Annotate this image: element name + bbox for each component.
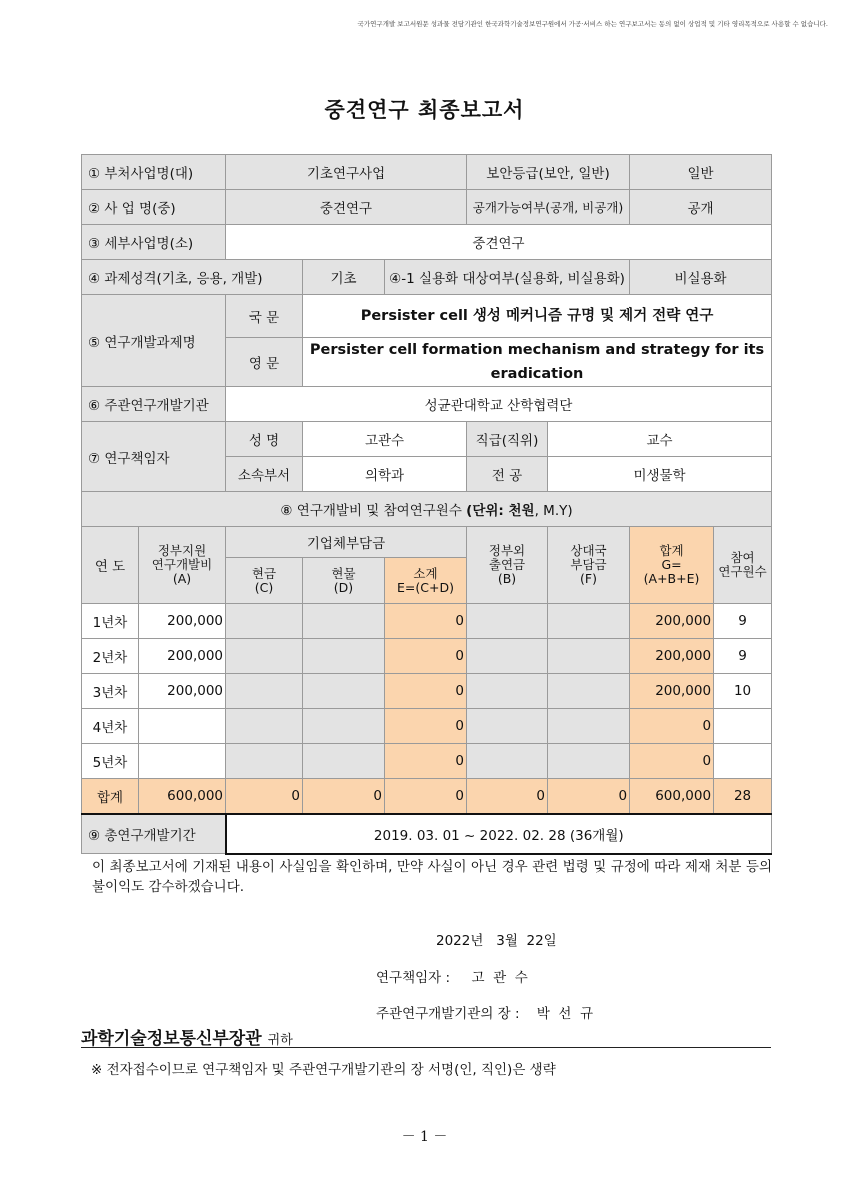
budget-section-header (82, 492, 772, 527)
col-company: 기업체부담금 (226, 527, 467, 558)
subprogram-value: 중견연구 (226, 225, 772, 260)
head-signature-line: 주관연구개발기관의 장 : 박 선 규 (376, 1006, 593, 1022)
nongov-cell (467, 639, 548, 674)
table-row (82, 744, 772, 779)
disclosure-value: 공개 (630, 190, 772, 225)
divider (81, 1047, 771, 1048)
sum-partner-cell: 0 (548, 779, 630, 815)
name-label: 성 명 (226, 422, 303, 457)
position-label: 직급(직위) (467, 422, 548, 457)
korean-label: 국 문 (226, 295, 303, 338)
project-title-label: ⑤ 연구개발과제명 (82, 295, 226, 387)
researchers-cell: 9 (714, 604, 772, 639)
col-year: 연 도 (82, 527, 139, 604)
table-row (82, 709, 772, 744)
program-label: ② 사 업 명(중) (82, 190, 226, 225)
practical-label: ④-1 실용화 대상여부(실용화, 비실용화) (385, 260, 630, 295)
footnote: ※ 전자접수이므로 연구책임자 및 주관연구개발기관의 장 서명(인, 직인)은 생략 (91, 1062, 556, 1078)
col-cash: 현금 (C) (226, 558, 303, 604)
total-cell: 0 (630, 709, 714, 744)
col-gov: 정부지원 연구개발비 (A) (139, 527, 226, 604)
budget-section-label: ⑧ 연구개발비 및 참여연구원수 (280, 503, 462, 519)
institution-value: 성균관대학교 산학협력단 (226, 387, 772, 422)
table-row (82, 604, 772, 639)
pi-label: ⑦ 연구책임자 (82, 422, 226, 492)
subprogram-label: ③ 세부사업명(소) (82, 225, 226, 260)
page-title: 중견연구 최종보고서 (324, 98, 525, 122)
table-row (82, 639, 772, 674)
partner-cell (548, 674, 630, 709)
name-value: 고관수 (303, 422, 467, 457)
partner-cell (548, 604, 630, 639)
cash-cell (226, 709, 303, 744)
total-cell: 0 (630, 744, 714, 779)
col-nongov: 정부외 출연금 (B) (467, 527, 548, 604)
dept-label: 소속부서 (226, 457, 303, 492)
cash-cell (226, 604, 303, 639)
disclosure-label: 공개가능여부(공개, 비공개) (467, 190, 630, 225)
security-label: 보안등급(보안, 일반) (467, 155, 630, 190)
sum-inkind-cell: 0 (303, 779, 385, 815)
year-cell: 4년차 (82, 709, 139, 744)
report-date: 2022년 3월 22일 (436, 933, 557, 949)
nongov-cell (467, 674, 548, 709)
recipient-suffix: 귀하 (267, 1033, 293, 1048)
practical-value: 비실용화 (630, 260, 772, 295)
year-cell: 3년차 (82, 674, 139, 709)
inkind-cell (303, 674, 385, 709)
major-value: 미생물학 (548, 457, 772, 492)
table-row (82, 674, 772, 709)
col-researchers: 참여 연구원수 (714, 527, 772, 604)
partner-cell (548, 709, 630, 744)
total-cell: 200,000 (630, 674, 714, 709)
budget-unit-tail: , M.Y) (534, 503, 573, 519)
cash-cell (226, 744, 303, 779)
english-title: Persister cell formation mechanism and strategy for its eradication (303, 338, 772, 387)
subtotal-cell: 0 (385, 674, 467, 709)
page-number: － 1 － (401, 1129, 448, 1145)
korean-title: Persister cell 생성 메커니즘 규명 및 제거 전략 연구 (303, 295, 772, 338)
year-cell: 1년차 (82, 604, 139, 639)
copyright-notice: 국가연구개발 보고서원문 성과물 전담기관인 한국과학기술정보연구원에서 가공·서비스 하는 연구보고서는 동의 없이 상업적 및 기타 영리목적으로 사용할 수 없습니다. (357, 20, 828, 28)
sum-researchers-cell: 28 (714, 779, 772, 815)
col-total: 합계 G=(A+B+E) (630, 527, 714, 604)
period-value: 2019. 03. 01 ~ 2022. 02. 28 (36개월) (226, 814, 772, 854)
col-subtotal: 소계 E=(C+D) (385, 558, 467, 604)
researchers-cell (714, 709, 772, 744)
period-label: ⑨ 총연구개발기간 (82, 814, 226, 854)
sum-year-cell: 합계 (82, 779, 139, 815)
inkind-cell (303, 744, 385, 779)
nature-value: 기초 (303, 260, 385, 295)
subtotal-cell: 0 (385, 709, 467, 744)
total-cell: 200,000 (630, 604, 714, 639)
ministry-value: 기초연구사업 (226, 155, 467, 190)
sum-subtotal-cell: 0 (385, 779, 467, 815)
sum-row (82, 779, 772, 815)
security-value: 일반 (630, 155, 772, 190)
nongov-cell (467, 744, 548, 779)
english-label: 영 문 (226, 338, 303, 387)
partner-cell (548, 639, 630, 674)
major-label: 전 공 (467, 457, 548, 492)
gov-cell: 200,000 (139, 674, 226, 709)
recipient-name: 과학기술정보통신부장관 (81, 1029, 262, 1049)
col-inkind: 현물 (D) (303, 558, 385, 604)
sum-nongov-cell: 0 (467, 779, 548, 815)
program-value: 중견연구 (226, 190, 467, 225)
nature-label: ④ 과제성격(기초, 응용, 개발) (82, 260, 303, 295)
subtotal-cell: 0 (385, 744, 467, 779)
gov-cell (139, 744, 226, 779)
ministry-label: ① 부처사업명(대) (82, 155, 226, 190)
sum-cash-cell: 0 (226, 779, 303, 815)
recipient (81, 1024, 293, 1049)
gov-cell: 200,000 (139, 639, 226, 674)
subtotal-cell: 0 (385, 639, 467, 674)
sum-total-cell: 600,000 (630, 779, 714, 815)
gov-cell (139, 709, 226, 744)
total-cell: 200,000 (630, 639, 714, 674)
pi-signature-line: 연구책임자 : 고 관 수 (376, 970, 528, 986)
nongov-cell (467, 604, 548, 639)
inkind-cell (303, 639, 385, 674)
inkind-cell (303, 604, 385, 639)
report-info-table (81, 154, 772, 855)
sum-gov-cell: 600,000 (139, 779, 226, 815)
nongov-cell (467, 709, 548, 744)
cash-cell (226, 639, 303, 674)
partner-cell (548, 744, 630, 779)
budget-unit-label: (단위: 천원 (466, 503, 535, 519)
year-cell: 5년차 (82, 744, 139, 779)
pledge-text: 이 최종보고서에 기재된 내용이 사실임을 확인하며, 만약 사실이 아닌 경우 관련 법령 및 규정에 따라 제재 처분 등의 불이익도 감수하겠습니다. (92, 859, 772, 895)
col-partner: 상대국 부담금 (F) (548, 527, 630, 604)
year-cell: 2년차 (82, 639, 139, 674)
institution-label: ⑥ 주관연구개발기관 (82, 387, 226, 422)
researchers-cell: 10 (714, 674, 772, 709)
position-value: 교수 (548, 422, 772, 457)
inkind-cell (303, 709, 385, 744)
researchers-cell: 9 (714, 639, 772, 674)
cash-cell (226, 674, 303, 709)
dept-value: 의학과 (303, 457, 467, 492)
researchers-cell (714, 744, 772, 779)
gov-cell: 200,000 (139, 604, 226, 639)
subtotal-cell: 0 (385, 604, 467, 639)
